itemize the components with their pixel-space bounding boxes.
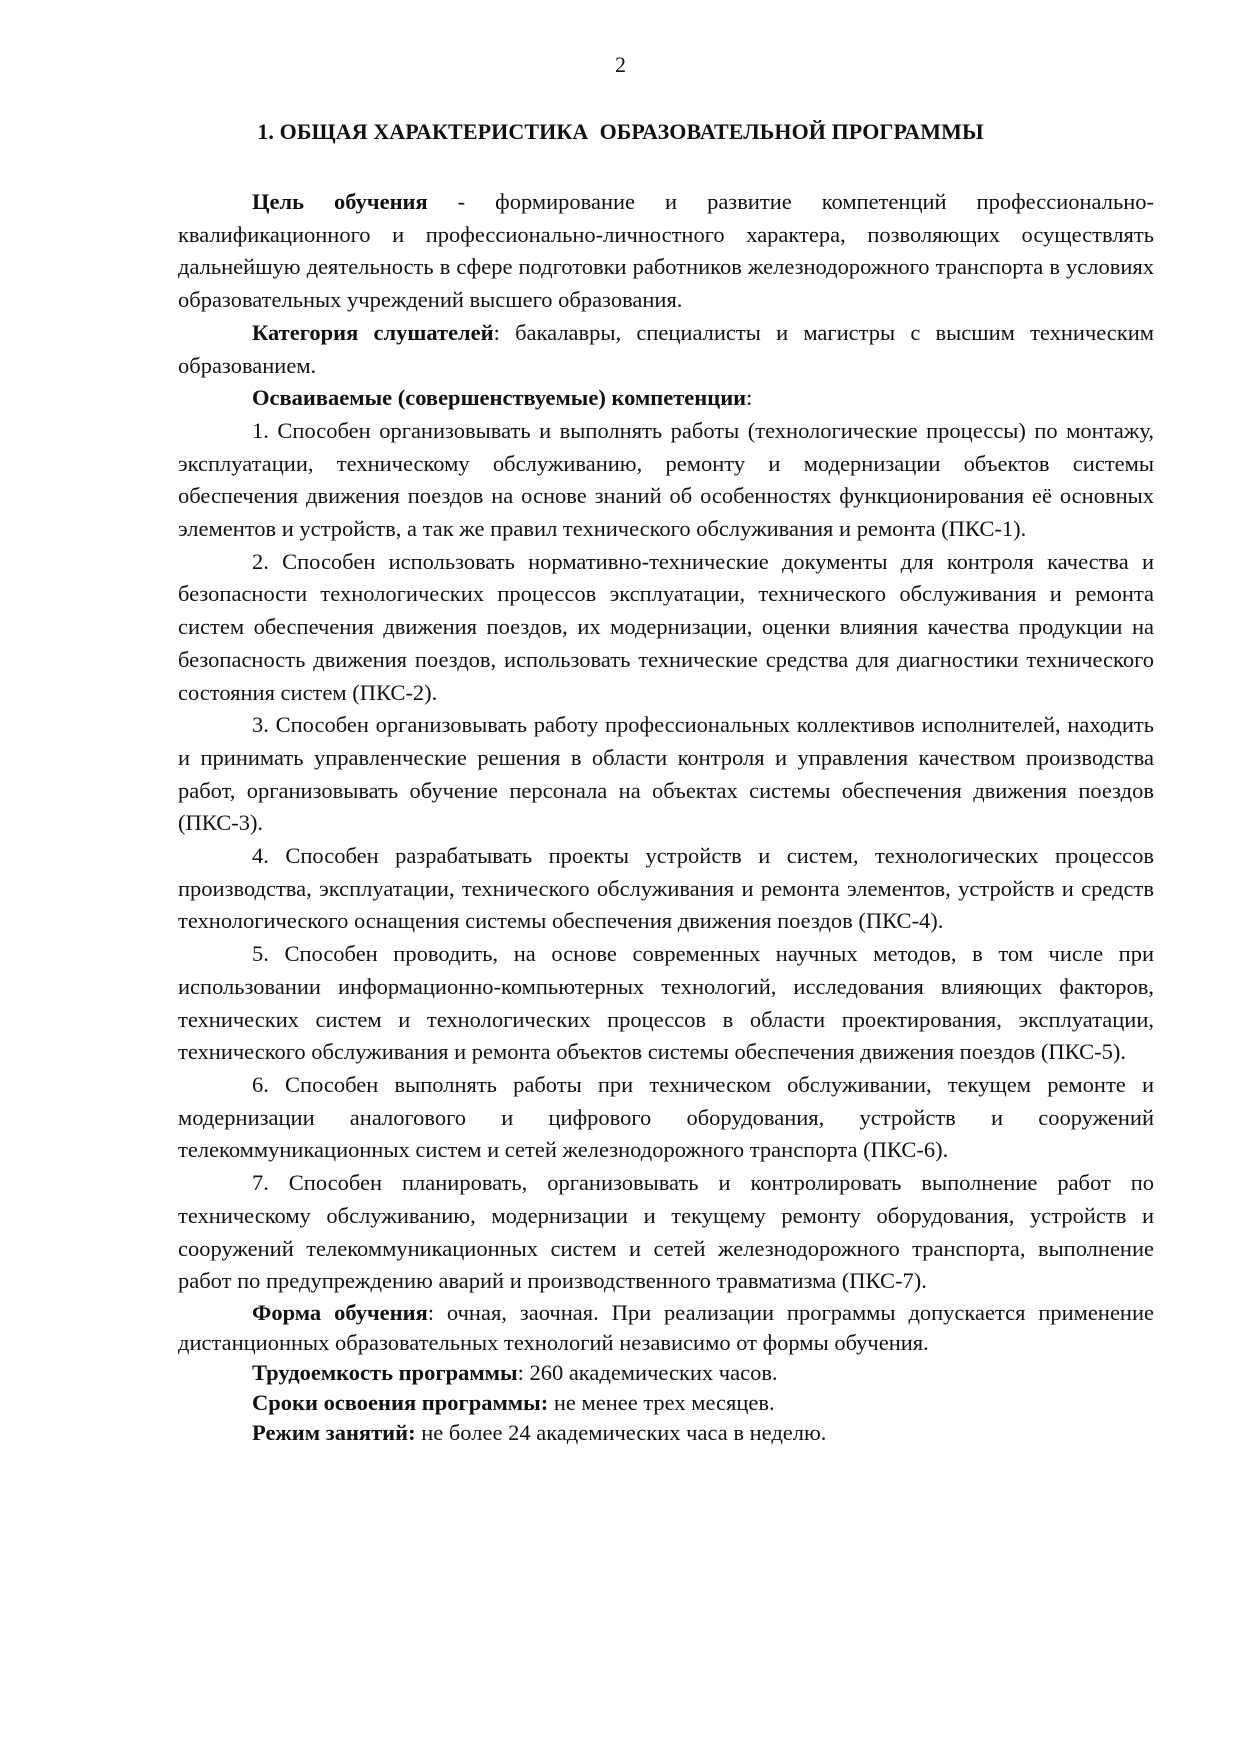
form-paragraph xyxy=(178,1298,1154,1358)
competencies-suffix: : xyxy=(746,385,753,411)
competency-item-4: 4. Способен разрабатывать проекты устройств и систем, технологических процессов производства, эксплуатации, технического обслуживания и ремонта элементов, устройств и средств технологического оснащения системы обеспечения движения поездов (ПКС-4). xyxy=(178,843,1154,934)
schedule-paragraph xyxy=(178,1418,1154,1448)
form-label: Форма обучения xyxy=(252,1299,428,1325)
audience-text: : бакалавры, специалисты и магистры с высшим техническим образованием. xyxy=(178,319,1154,378)
duration-label: Сроки освоения программы: xyxy=(252,1389,549,1415)
page-number: 2 xyxy=(615,52,626,77)
competency-item-7: 7. Способен планировать, организовывать и контролировать выполнение работ по техническому обслуживанию, модернизации и текущему ремонту оборудования, устройств и сооружений телекоммуникационных систем и сетей железнодорожного транспорта, выполнение работ по предупреждению аварий и производственного травматизма (ПКС-7). xyxy=(178,1170,1154,1294)
competency-item-1: 1. Способен организовывать и выполнять работы (технологические процессы) по монтажу, эксплуатации, техническому обслуживанию, ремонту и модернизации объектов системы обеспечения движения поездов на основе знаний об особенностях функционирования её основных элементов и устройств, а так же правил технического обслуживания и ремонта (ПКС-1). xyxy=(178,417,1154,542)
goal-text: - формирование и развитие компетенций профессионально-квалификационного и профессионально-личностного характера, позволяющих осуществлять дальнейшую деятельность в сфере подготовки работников железнодорожного транспорта в условиях образовательных учреждений высшего образования. xyxy=(178,189,1154,313)
competency-item-2: 2. Способен использовать нормативно-технические документы для контроля качества и безопасности технологических процессов эксплуатации, технического обслуживания и ремонта систем обеспечения движения поездов, их модернизации, оценки влияния качества продукции на безопасность движения поездов, использовать технические средства для диагностики технического состояния систем (ПКС-2). xyxy=(178,548,1154,705)
form-text: : очная, заочная. При реализации программы допускается применение дистанционных образовательных технологий независимо от формы обучения. xyxy=(178,1299,1154,1355)
document-body xyxy=(178,186,1154,1448)
duration-text: не менее трех месяцев. xyxy=(548,1389,775,1415)
competency-item-5: 5. Способен проводить, на основе современных научных методов, в том числе при использовании информационно-компьютерных технологий, исследования влияющих факторов, технических систем и технологических процессов в области проектирования, эксплуатации, технического обслуживания и ремонта объектов системы обеспечения движения поездов (ПКС-5). xyxy=(178,941,1154,1065)
schedule-text: не более 24 академических часа в неделю. xyxy=(415,1419,827,1445)
goal-label: Цель обучения xyxy=(252,189,428,214)
competencies-heading xyxy=(178,382,1154,415)
schedule-label: Режим занятий: xyxy=(252,1419,416,1445)
duration-paragraph xyxy=(178,1388,1154,1418)
audience-paragraph xyxy=(178,317,1154,382)
workload-label: Трудоемкость программы xyxy=(252,1359,518,1385)
competencies-label: Осваиваемые (совершенствуемые) компетенции xyxy=(252,385,747,411)
goal-paragraph xyxy=(178,186,1154,317)
competency-item-3: 3. Способен организовывать работу профессиональных коллективов исполнителей, находить и принимать управленческие решения в области контроля и управления качеством производства работ, организовывать обучение персонала на объектах системы обеспечения движения поездов (ПКС-3). xyxy=(178,712,1154,836)
competency-item-6: 6. Способен выполнять работы при техническом обслуживании, текущем ремонте и модернизации аналогового и цифрового оборудования, устройств и сооружений телекоммуникационных систем и сетей железнодорожного транспорта (ПКС-6). xyxy=(178,1071,1154,1163)
section-heading: 1. ОБЩАЯ ХАРАКТЕРИСТИКА ОБРАЗОВАТЕЛЬНОЙ ПРОГРАММЫ xyxy=(257,119,984,144)
workload-paragraph xyxy=(178,1358,1154,1388)
workload-text: : 260 академических часов. xyxy=(517,1359,778,1385)
audience-label: Категория слушателей xyxy=(252,319,494,345)
